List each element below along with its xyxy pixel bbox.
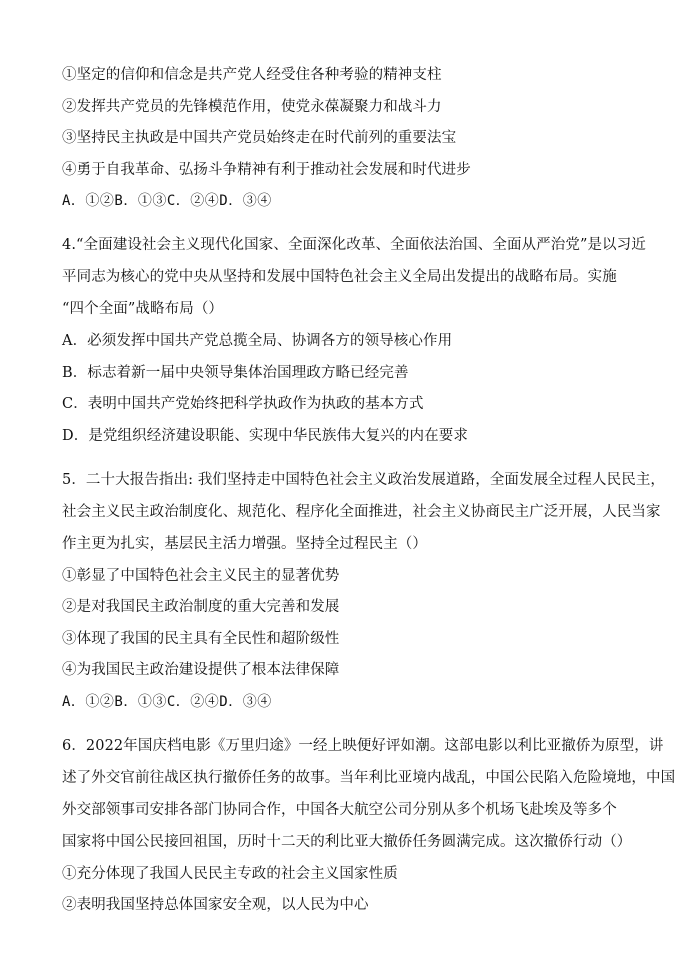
q3-answer-choices: A．①②B．①③C．②④D．③④ — [62, 193, 272, 209]
q3-item-1: ①坚定的信仰和信念是共产党人经受住各种考验的精神支柱 — [62, 67, 442, 83]
q3-item-3: ③坚持民主执政是中国共产党员始终走在时代前列的重要法宝 — [62, 130, 457, 146]
question-5 — [62, 469, 666, 713]
q6-item-1: ①充分体现了我国人民民主专政的社会主义国家性质 — [62, 865, 398, 882]
q4-stem-line-2: 平同志为核心的党中央从坚持和发展中国特色社会主义全局出发提出的战略布局。实施 — [62, 269, 617, 285]
question-3-items — [62, 64, 662, 212]
q6-stem-line-4: 国家将中国公民接回祖国，历时十二天的利比亚大撤侨任务圆满完成。这次撤侨行动（） — [62, 833, 632, 850]
q5-item-3: ③体现了我国的民主具有全民性和超阶级性 — [62, 630, 340, 647]
question-4 — [62, 234, 662, 447]
q3-item-2: ②发挥共产党员的先锋模范作用，使党永葆凝聚力和战斗力 — [62, 98, 442, 115]
q4-stem-line-1: 4.“全面建设社会主义现代化国家、全面深化改革、全面依法治国、全面从严治党”是以习近 — [62, 237, 646, 253]
q4-stem-line-3: “四个全面”战略布局（） — [62, 301, 224, 317]
q4-option-a: A．必须发挥中国共产党总揽全局、协调各方的领导核心作用 — [62, 333, 453, 349]
q4-option-c: C．表明中国共产党始终把科学执政作为执政的基本方式 — [62, 396, 424, 412]
document-page — [62, 64, 676, 916]
q6-stem-line-3: 外交部领事司安排各部门协同合作，中国各大航空公司分别从多个机场飞赴埃及等多个 — [62, 801, 617, 818]
q6-stem-line-1: 6．2022年国庆档电影《万里归途》一经上映便好评如潮。这部电影以利比亚撤侨为原型，讲 — [62, 737, 664, 754]
q6-item-2: ②表明我国坚持总体国家安全观，以人民为中心 — [62, 897, 369, 913]
q4-option-b: B．标志着新一届中央领导集体治国理政方略已经完善 — [62, 364, 409, 381]
q5-item-2: ②是对我国民主政治制度的重大完善和发展 — [62, 599, 340, 615]
question-6 — [62, 735, 676, 917]
q6-stem-line-2: 述了外交官前往战区执行撤侨任务的故事。当年利比亚境内战乱，中国公民陷入危险境地，中国 — [62, 769, 676, 786]
q3-item-4: ④勇于自我革命、弘扬斗争精神有利于推动社会发展和时代进步 — [62, 161, 471, 178]
q5-item-1: ①彰显了中国特色社会主义民主的显著优势 — [62, 567, 340, 584]
q5-item-4: ④为我国民主政治建设提供了根本法律保障 — [62, 662, 340, 678]
q5-stem-line-3: 作主更为扎实，基层民主活力增强。坚持全过程民主（） — [62, 535, 427, 552]
q5-stem-line-1: 5．二十大报告指出: 我们坚持走中国特色社会主义政治发展道路，全面发展全过程人民民主， — [62, 471, 666, 488]
q5-answer-choices: A．①②B．①③C．②④D．③④ — [62, 693, 272, 710]
q4-option-d: D．是党组织经济建设职能、实现中华民族伟大复兴的内在要求 — [62, 427, 468, 444]
q5-stem-line-2: 社会主义民主政治制度化、规范化、程序化全面推进，社会主义协商民主广泛开展，人民当家 — [62, 503, 661, 520]
